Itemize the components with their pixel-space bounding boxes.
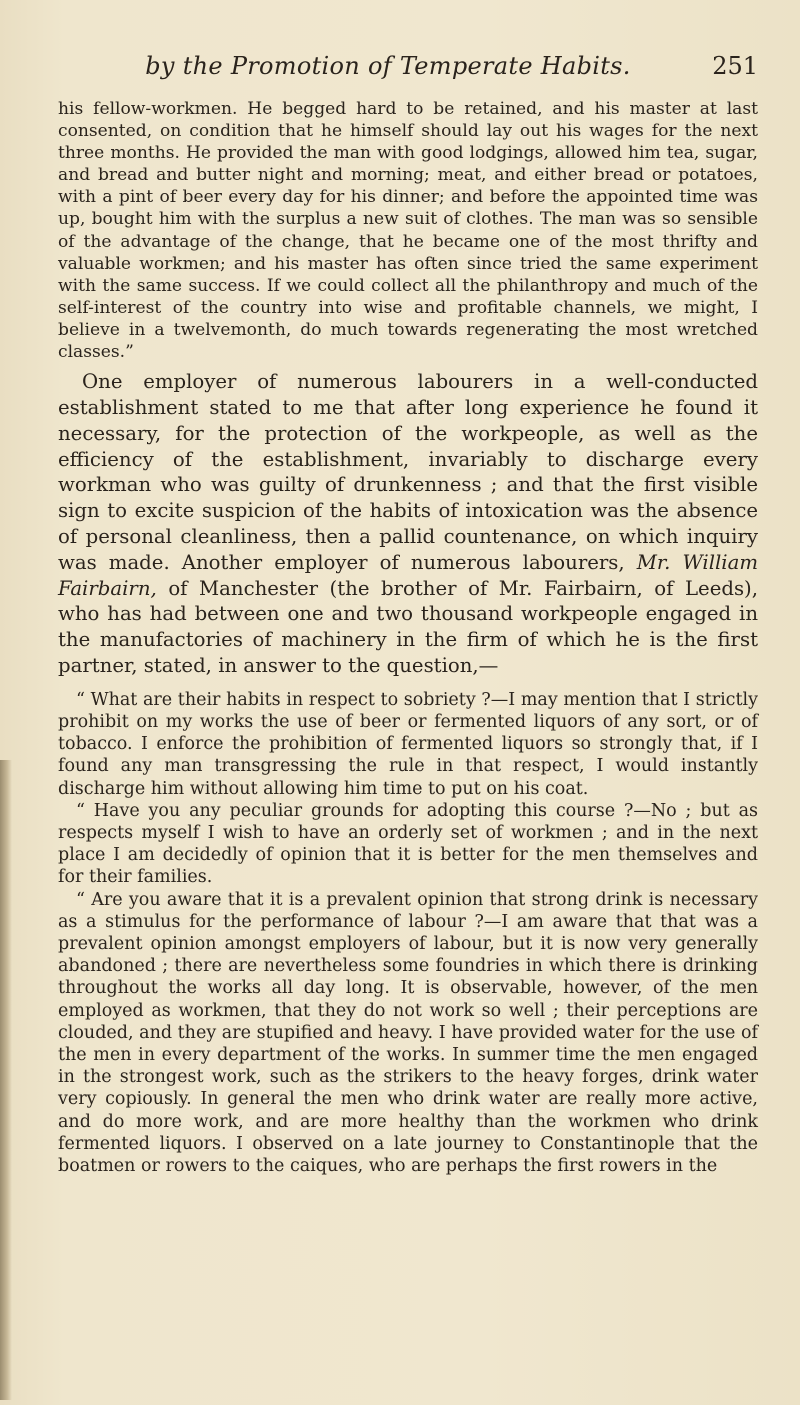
italic-name: Mr. William Fairbairn, <box>58 550 758 600</box>
quote-grounds: “ Have you any peculiar grounds for adopting this course ?—No ; but as respects myself I wish to have an orderly set of workmen ; and in the next place I am decidedly of opinion that it is better for the men themselves and for their families. <box>58 800 758 888</box>
body-text <box>58 98 758 1177</box>
page-number: 251 <box>712 52 758 80</box>
paragraph-employer <box>58 369 758 679</box>
paragraph-continuation: his fellow-workmen. He begged hard to be retained, and his master at last consented, on condition that he himself should lay out his wages for the next three months. He provided the man with good lodgings, allowed him tea, sugar, and bread and butter night and morning; meat, and either bread or potatoes, with a pint of beer every day for his dinner; and before the appointed time was up, bought him with the surplus a new suit of clothes. The man was so sensible of the advantage of the change, that he became one of the most thrifty and valuable workmen; and his master has often since tried the same experiment with the same success. If we could collect all the philanthropy and much of the self-interest of the country into wise and profitable channels, we might, I believe in a twelvemonth, do much towards regenerating the most wretched classes.” <box>58 99 758 363</box>
quote-stimulus: “ Are you aware that it is a prevalent opinion that strong drink is necessary as a stimulus for the performance of labour ?—I am aware that that was a prevalent opinion amongst employers of labour, but it is now very generally abandoned ; there are nevertheless some foundries in which there is drinking throughout the works all day long. It is observable, however, of the men employed as workmen, that they do not work so well ; their perceptions are clouded, and they are stupified and heavy. I have provided water for the use of the men in every department of the works. In summer time the men engaged in the strongest work, such as the strikers to the heavy forges, drink water very copiously. In general the men who drink water are really more active, and do more work, and are more healthy than the workmen who drink fermented liquors. I observed on a late journey to Constantinople that the boatmen or rowers to the caiques, who are perhaps the first rowers in the <box>58 889 758 1176</box>
paragraph-text: of Manchester (the brother of Mr. Fairbairn, of Leeds), who has had between one and two thousand workpeople engaged in the manufactories of machinery in the firm of which he is the first partner, stated, in answer to the question,— <box>58 576 758 677</box>
page-header <box>118 52 758 86</box>
running-head: by the Promotion of Temperate Habits. <box>145 52 631 80</box>
page-binding-shadow <box>0 760 12 1400</box>
paragraph-text: One employer of numerous labourers in a well-conducted establishment stated to me that after long experience he found it necessary, for the protection of the workpeople, as well as the efficiency of the establishment, invariably to discharge every workman who was guilty of drunkenness ; and that the first visible sign to excite suspicion of the habits of intoxication was the absence of personal cleanliness, then a pallid countenance, on which inquiry was made. Another employer of numerous labourers, <box>58 370 758 574</box>
quote-sobriety: “ What are their habits in respect to sobriety ?—I may mention that I strictly prohibit on my works the use of beer or fermented liquors of any sort, or of tobacco. I enforce the prohibition of fermented liquors so strongly that, if I found any man transgressing the rule in that respect, I would instantly discharge him without allowing him time to put on his coat. <box>58 689 758 799</box>
